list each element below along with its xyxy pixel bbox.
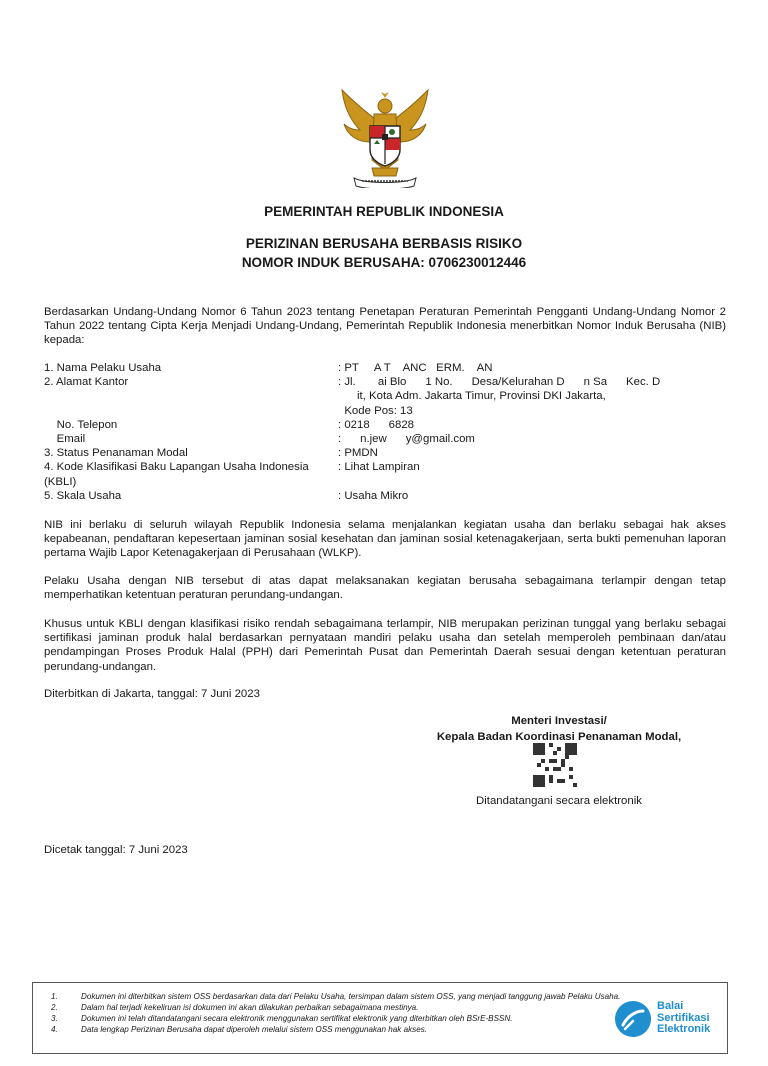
note-text: Dokumen ini telah ditandatangani secara elektronik menggunakan sertifikat elektronik yang diterbitkan oleh BSrE-BSSN. xyxy=(81,1014,513,1024)
field-skala xyxy=(44,489,734,503)
footer-note xyxy=(51,1024,623,1035)
halal-paragraph: Khusus untuk KBLI dengan klasifikasi risiko rendah sebagaimana terlampir, NIB merupakan perizinan tunggal yang berlaku sebagai sertifikasi jaminan produk halal berdasarkan pernyataan mandiri pelaku usaha dan setelah memperoleh pembinaan dan/atau pendampingan Proses Produk Halal (PPH) dari Pemerintah Pusat dan Pemerintah Daerah sesuai dengan ketentuan peraturan perundang-undangan. xyxy=(44,618,726,673)
bsre-logo-text: Balai Sertifikasi Elektronik xyxy=(657,1000,711,1035)
document-title: PERIZINAN BERUSAHA BERBASIS RISIKO xyxy=(245,236,523,251)
field-kbli xyxy=(44,460,734,488)
business-details xyxy=(44,361,734,503)
signer-title: Menteri Investasi/ xyxy=(511,715,607,727)
field-value: : PT A T ANC ERM. AN xyxy=(338,362,493,374)
field-label: 3. Status Penanaman Modal xyxy=(44,447,188,460)
field-label: 2. Alamat Kantor xyxy=(44,376,129,389)
footer-note xyxy=(51,1013,623,1024)
field-label: 4. Kode Klasifikasi Baku Lapangan Usaha Indonesia (KBLI) xyxy=(44,461,309,488)
field-email xyxy=(44,432,734,446)
footer-note xyxy=(51,991,623,1002)
field-value: it, Kota Adm. Jakarta Timur, Provinsi DKI Jakarta, xyxy=(338,390,606,403)
pelaku-paragraph: Pelaku Usaha dengan NIB tersebut di atas dapat melaksanakan kegiatan berusaha sebagaimana terlampir dengan tetap memperhatikan ketentuan peraturan perundang-undangan. xyxy=(44,575,726,602)
field-alamat xyxy=(44,375,734,418)
field-value: : n.jew y@gmail.com xyxy=(338,433,475,446)
field-value: : 0218 6828 xyxy=(338,418,414,431)
garuda-emblem-icon xyxy=(336,84,434,188)
intro-paragraph: Berdasarkan Undang-Undang Nomor 6 Tahun 2023 tentang Penetapan Peraturan Pemerintah Pengganti Undang-Undang Nomor 2 Tahun 2022 tentang Cipta Kerja Menjadi Undang-Undang, Pemerintah Republik Indonesia menerbitkan Nomor Induk Berusaha (NIB) kepada: xyxy=(44,306,726,347)
note-number: 2. xyxy=(51,1003,58,1013)
validity-paragraph: NIB ini berlaku di seluruh wilayah Republik Indonesia selama menjalankan kegiatan usaha dan berlaku sebagai hak akses kepabeanan, pendaftaran kepesertaan jaminan sosial kesehatan dan jaminan sosial ketenagakerjaan, serta bukti pemenuhan laporan pertama Wajib Lapor Ketenagakerjaan di Perusahaan (WLKP). xyxy=(44,519,726,560)
field-label: 1. Nama Pelaku Usaha xyxy=(44,362,162,374)
field-value: : PMDN xyxy=(338,447,378,460)
e-signature-note: Ditandatangani secara elektronik xyxy=(476,795,642,807)
field-value: : Jl. ai Blo 1 No. Desa/Kelurahan D n Sa Kec. D xyxy=(338,376,661,389)
note-text: Dokumen ini diterbitkan sistem OSS berdasarkan data dari Pelaku Usaha, tersimpan dalam sistem OSS, yang menjadi tanggung jawab Pelaku Usaha. xyxy=(81,992,621,1001)
bsre-logo-icon xyxy=(613,999,653,1039)
qr-code-icon xyxy=(533,743,577,787)
field-status xyxy=(44,446,734,460)
signer-office: Kepala Badan Koordinasi Penanaman Modal, xyxy=(436,731,682,743)
footer-notes xyxy=(51,991,623,1035)
field-value: : Lihat Lampiran xyxy=(338,461,420,474)
issued-date: Diterbitkan di Jakarta, tanggal: 7 Juni 2023 xyxy=(44,688,260,700)
field-label: Email xyxy=(44,433,86,446)
nib-number: NOMOR INDUK BERUSAHA: 0706230012446 xyxy=(241,255,527,270)
footer-note xyxy=(51,1002,623,1013)
government-title: PEMERINTAH REPUBLIK INDONESIA xyxy=(264,204,504,219)
field-label: 5. Skala Usaha xyxy=(44,489,122,502)
note-text: Data lengkap Perizinan Berusaha dapat diperoleh melalui sistem OSS menggunakan hak akses. xyxy=(81,1025,427,1035)
footer-notes-box xyxy=(32,982,728,1054)
note-number: 1. xyxy=(51,992,58,1001)
field-nama xyxy=(44,361,734,375)
field-value: Kode Pos: 13 xyxy=(338,404,413,417)
field-value: : Usaha Mikro xyxy=(338,489,409,502)
note-text: Dalam hal terjadi kekeliruan isi dokumen ini akan dilakukan perbaikan sebagaimana mestinya. xyxy=(81,1003,419,1013)
printed-date: Dicetak tanggal: 7 Juni 2023 xyxy=(44,844,188,856)
field-telepon xyxy=(44,418,734,432)
note-number: 4. xyxy=(51,1025,58,1035)
note-number: 3. xyxy=(51,1014,58,1024)
field-label: No. Telepon xyxy=(44,418,118,431)
